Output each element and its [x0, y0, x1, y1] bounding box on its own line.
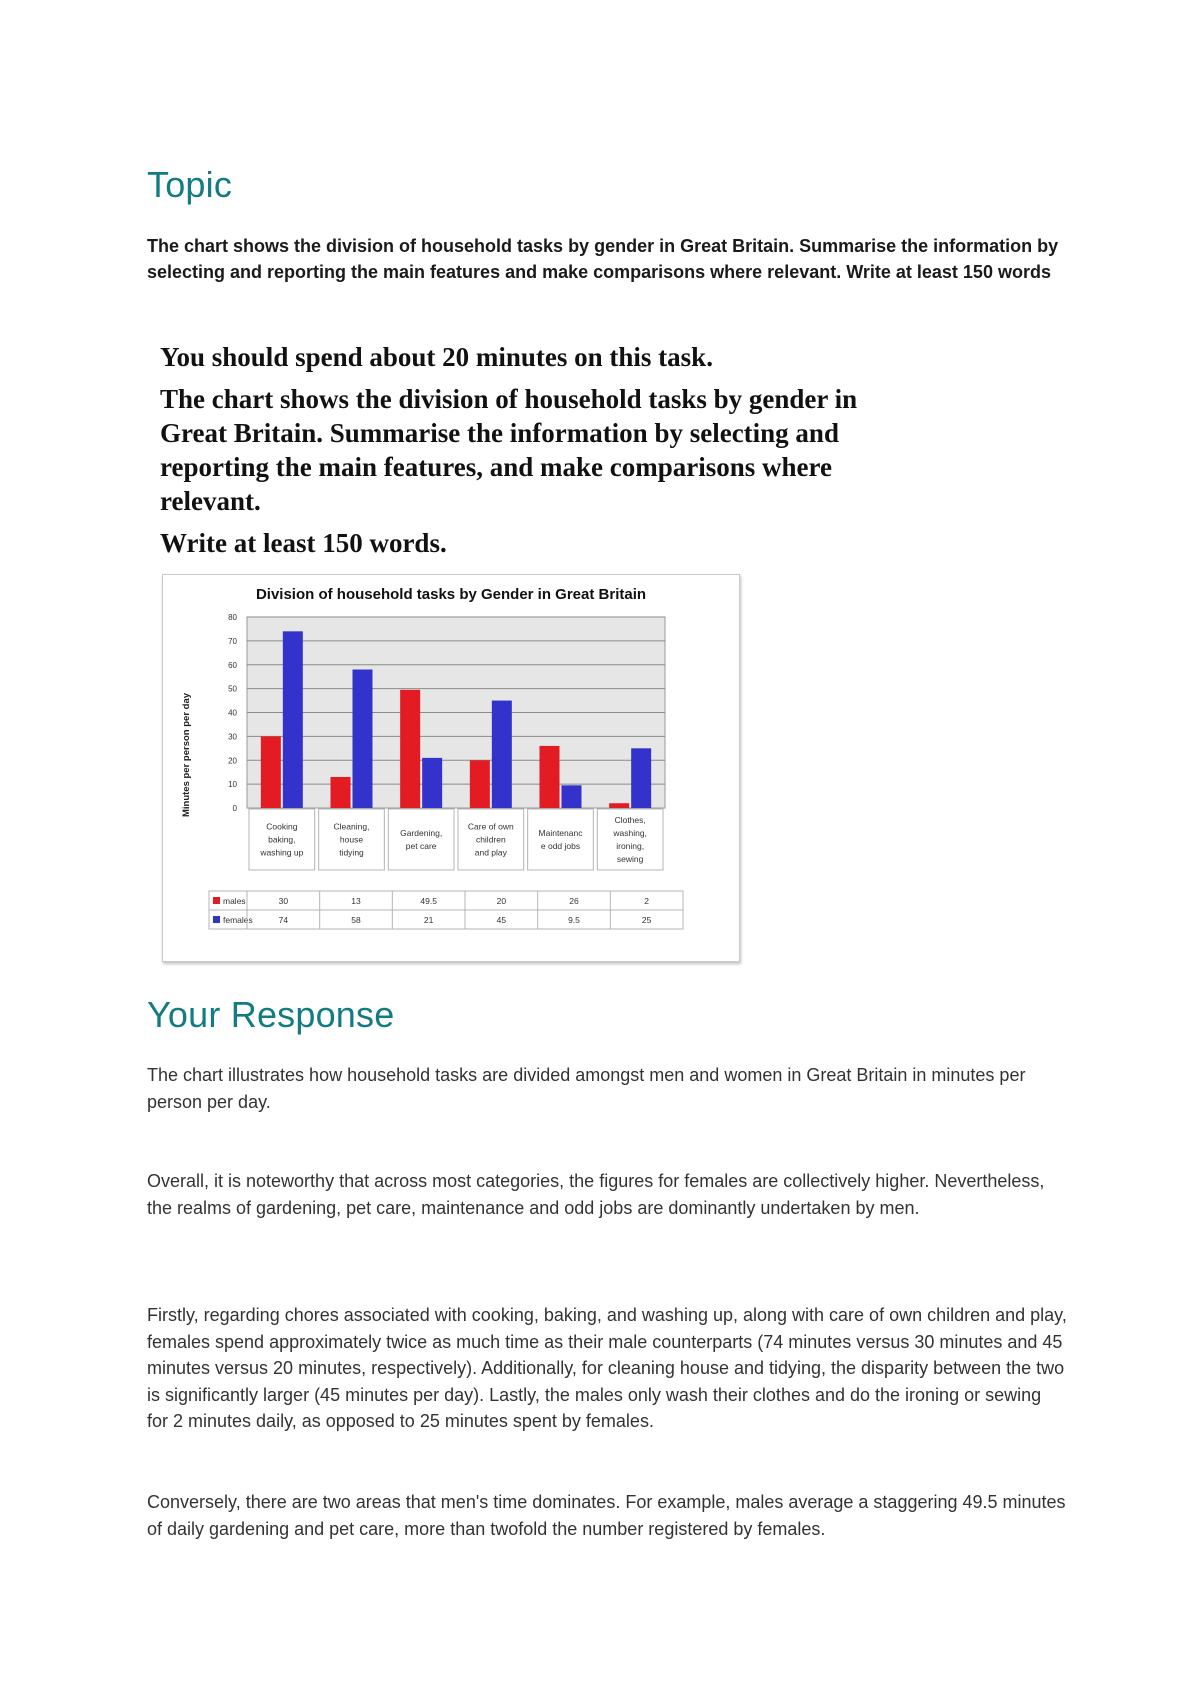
- bar-females-2: [422, 758, 442, 808]
- bar-chart: [163, 575, 739, 961]
- category-label-3-2: and play: [474, 847, 507, 858]
- category-label-5-1: washing,: [613, 828, 647, 838]
- legend-label-females: females: [223, 915, 253, 925]
- bar-males-2: [400, 690, 420, 808]
- response-paragraph-1: The chart illustrates how household tasks are divided amongst men and women in Great Britain in minutes per person per day.: [147, 1065, 1026, 1112]
- category-label-3-0: Care of own: [467, 821, 514, 832]
- task-word-count: Write at least 150 words.: [160, 528, 447, 558]
- table-value-males-2: 49.5: [420, 896, 437, 906]
- topic-heading: Topic: [147, 164, 233, 205]
- response-paragraph-3: Firstly, regarding chores associated with cooking, baking, and washing up, along with care of own children and play, females spend approximately twice as much time as their male counterparts (74 minutes versus 30 minutes and 45 minutes versus 20 minutes, respectively). Additionally, for cleaning house and tidying, the disparity between the two is significantly larger (45 minutes per day). Lastly, the males only wash their clothes and do the ironing or sewing for 2 minutes daily, as opposed to 25 minutes spent by females.: [147, 1305, 1067, 1431]
- category-label-box-4: [528, 809, 594, 870]
- y-tick-label-3: 30: [228, 732, 237, 742]
- category-label-0-0: Cooking: [266, 821, 298, 832]
- bar-males-1: [331, 777, 351, 808]
- category-label-2-1: pet care: [405, 841, 437, 851]
- category-label-0-1: baking,: [268, 834, 296, 845]
- legend-swatch-females: [213, 916, 220, 923]
- topic-prompt: The chart shows the division of household tasks by gender in Great Britain. Summarise the information by selecting and reporting the main features and make comparisons where relevant. Write at least 150 words: [147, 236, 1059, 282]
- table-value-females-3: 45: [496, 915, 507, 925]
- category-label-2-0: Gardening,: [400, 828, 443, 838]
- category-label-1-0: Cleaning,: [333, 821, 370, 832]
- category-label-5-3: sewing: [616, 854, 644, 864]
- bar-females-4: [562, 785, 582, 808]
- y-tick-label-4: 40: [228, 708, 237, 718]
- table-value-males-3: 20: [496, 896, 507, 906]
- y-tick-label-0: 0: [232, 804, 237, 813]
- bar-females-0: [283, 631, 303, 808]
- response-heading: Your Response: [147, 994, 395, 1035]
- table-value-females-5: 25: [641, 915, 652, 925]
- table-value-males-4: 26: [569, 896, 579, 906]
- category-label-3-1: children: [475, 834, 506, 845]
- table-value-females-4: 9.5: [568, 915, 580, 925]
- response-paragraph-2: Overall, it is noteworthy that across most categories, the figures for females are collectively higher. Nevertheless, the realms of gardening, pet care, maintenance and odd jobs are dominantly undertaken by men.: [147, 1171, 1045, 1218]
- bar-females-5: [631, 748, 651, 808]
- table-value-males-5: 2: [644, 896, 650, 906]
- bar-females-1: [353, 670, 373, 808]
- chart-container: [162, 574, 740, 962]
- bar-males-0: [261, 736, 281, 808]
- bar-males-3: [470, 760, 490, 808]
- bar-females-3: [492, 701, 512, 808]
- legend-label-males: males: [223, 896, 246, 906]
- table-value-females-0: 74: [278, 915, 289, 925]
- category-label-4-0: Maintenanc: [538, 828, 583, 838]
- chart-title: Division of household tasks by Gender in Great Britain: [255, 586, 647, 603]
- y-tick-label-7: 70: [228, 636, 237, 646]
- y-tick-label-2: 20: [228, 756, 237, 766]
- table-value-females-2: 21: [423, 915, 434, 925]
- category-label-1-2: tidying: [339, 847, 364, 858]
- response-paragraph-4: Conversely, there are two areas that men's time dominates. For example, males average a staggering 49.5 minutes of daily gardening and pet care, more than twofold the number registered by females.: [147, 1492, 1066, 1539]
- category-label-1-1: house: [339, 834, 364, 845]
- category-label-4-1: e odd jobs: [540, 841, 581, 851]
- category-label-0-2: washing up: [260, 847, 304, 858]
- task-time-instruction: You should spend about 20 minutes on this task.: [160, 342, 713, 372]
- y-tick-label-8: 80: [228, 613, 237, 622]
- bar-males-5: [609, 803, 629, 808]
- bar-males-4: [540, 746, 560, 808]
- task-image: [160, 340, 920, 560]
- y-axis-label: Minutes per person per day: [181, 692, 192, 818]
- legend-swatch-males: [213, 897, 220, 904]
- table-value-females-1: 58: [351, 915, 361, 925]
- task-description: The chart shows the division of household tasks by gender in Great Britain. Summarise the information by selecting and reporting the main features, and make comparisons where relevant.: [160, 384, 858, 516]
- y-tick-label-6: 60: [228, 660, 237, 670]
- category-label-5-2: ironing,: [616, 841, 645, 851]
- category-label-5-0: Clothes,: [614, 815, 646, 825]
- category-label-box-2: [388, 809, 454, 870]
- y-tick-label-5: 50: [228, 684, 237, 694]
- table-value-males-1: 13: [351, 896, 361, 906]
- y-tick-label-1: 10: [228, 780, 237, 790]
- table-value-males-0: 30: [278, 896, 289, 906]
